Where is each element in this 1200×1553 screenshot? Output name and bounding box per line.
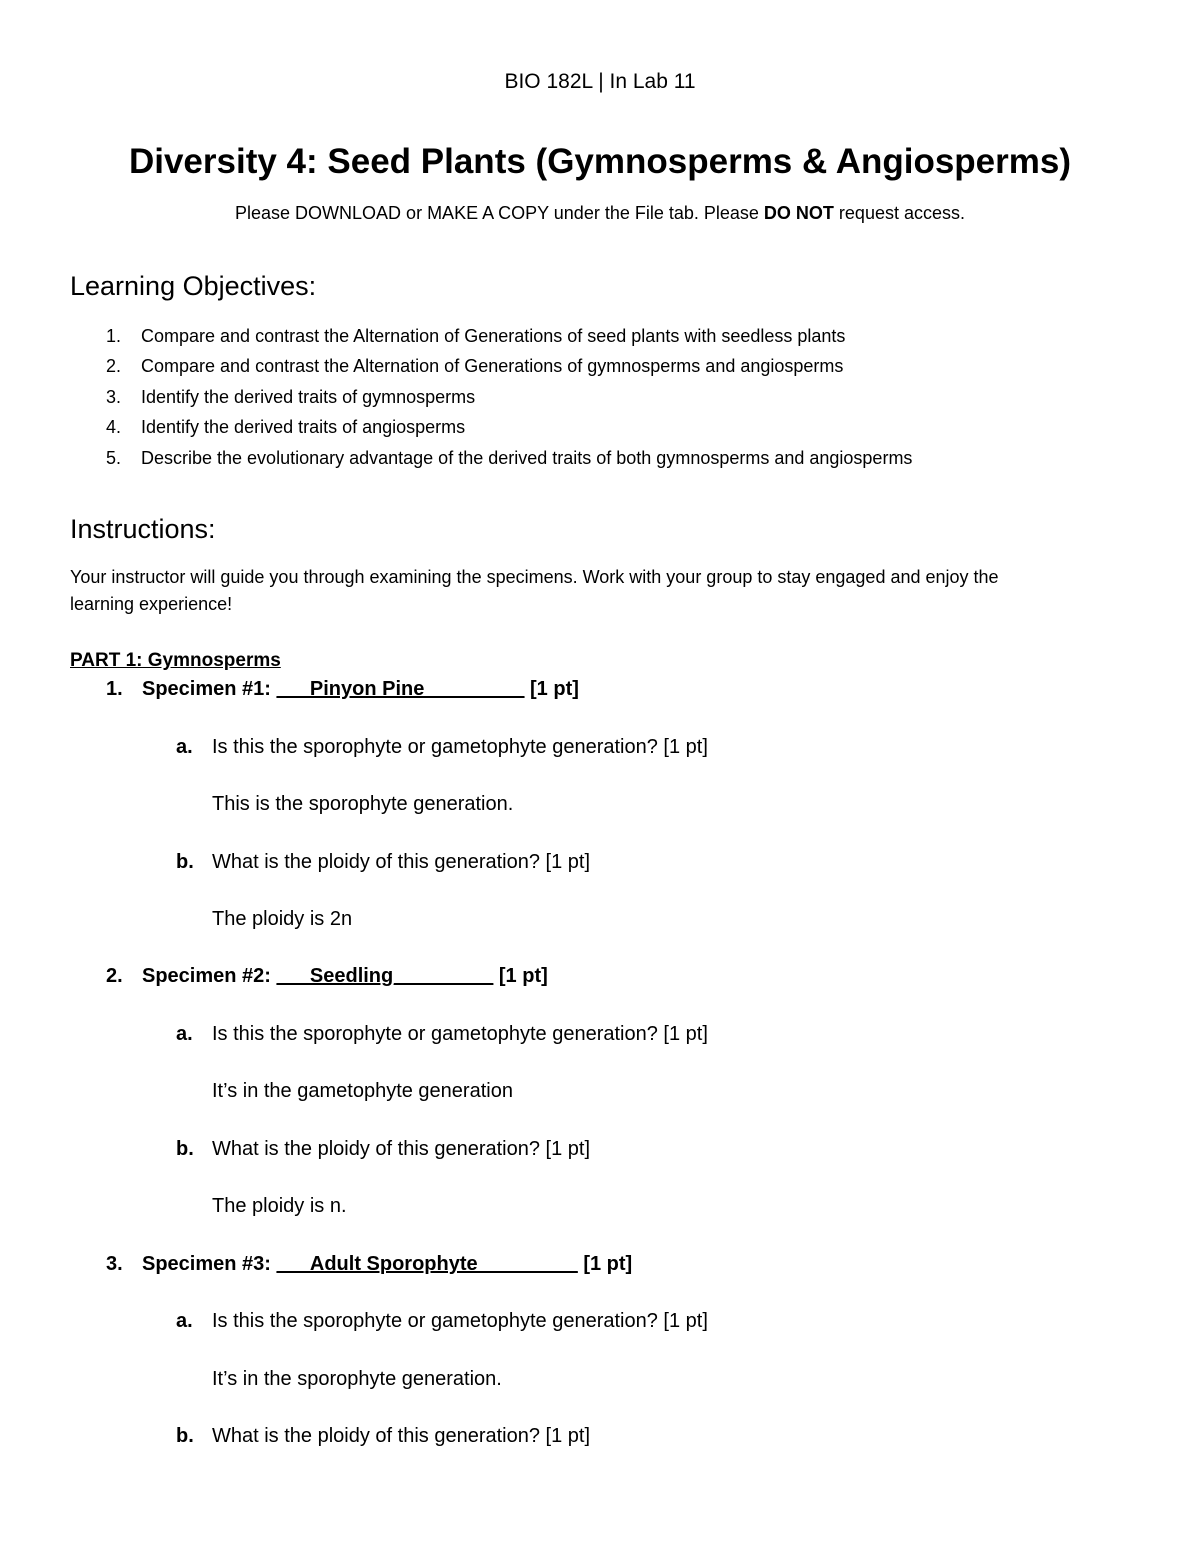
document-title: Diversity 4: Seed Plants (Gymnosperms & Angiosperms) [128,142,1072,181]
question-text: Is this the sporophyte or gametophyte generation? [1 pt] [212,736,708,758]
answer-b: The ploidy is n. [212,1195,347,1217]
objective-item [106,448,912,469]
specimen-points: [1 pt] [577,1253,633,1275]
specimen-2 [106,965,548,988]
objectives-heading: Learning Objectives: [70,271,317,301]
objective-text: Identify the derived traits of angiosperms [141,417,466,437]
objective-text: Compare and contrast the Alternation of Generations of seed plants with seedless plants [141,326,846,346]
specimen-answer: ___Adult Sporophyte_________ [276,1253,578,1275]
specimen-answer: ___Pinyon Pine_________ [276,678,525,700]
objective-item [106,326,845,347]
specimen-number: 2. [106,965,123,987]
question-a [176,1023,708,1046]
page-header: BIO 182L | In Lab 11 [504,70,696,93]
question-b [176,851,590,874]
question-text: What is the ploidy of this generation? [1 pt] [212,1138,590,1160]
specimen-answer: ___Seedling_________ [276,965,494,987]
objective-item [106,417,465,438]
part-1-heading: PART 1: Gymnosperms [70,650,281,671]
question-label: b. [176,1425,194,1447]
specimen-points: [1 pt] [493,965,548,987]
note-post: request access. [833,203,965,223]
download-note [0,203,1200,224]
question-text: Is this the sporophyte or gametophyte generation? [1 pt] [212,1023,708,1045]
answer-a: It’s in the gametophyte generation [212,1080,513,1102]
objective-number: 1. [106,326,122,346]
note-pre: Please DOWNLOAD or MAKE A COPY under the File tab. Please [235,203,764,223]
question-label: b. [176,1138,194,1160]
specimen-label: Specimen #3: [142,1253,277,1275]
answer-b: The ploidy is 2n [212,908,353,930]
question-label: a. [176,1023,193,1045]
objective-number: 3. [106,387,122,407]
objective-text: Compare and contrast the Alternation of Generations of gymnosperms and angiosperms [141,356,844,376]
objective-number: 5. [106,448,122,468]
question-b [176,1138,590,1161]
answer-a: It’s in the sporophyte generation. [212,1368,502,1390]
specimen-points: [1 pt] [524,678,579,700]
question-label: a. [176,1310,193,1332]
specimen-number: 1. [106,678,123,700]
objective-item [106,356,843,377]
specimen-label: Specimen #2: [142,965,277,987]
question-text: Is this the sporophyte or gametophyte generation? [1 pt] [212,1310,708,1332]
instructions-line-1: Your instructor will guide you through examining the specimens. Work with your group to stay engaged and enjoy the [70,567,999,587]
objective-text: Describe the evolutionary advantage of the derived traits of both gymnosperms and angiosperms [141,448,913,468]
question-label: a. [176,736,193,758]
specimen-3 [106,1253,632,1276]
question-text: What is the ploidy of this generation? [1 pt] [212,1425,590,1447]
objective-number: 4. [106,417,122,437]
answer-a: This is the sporophyte generation. [212,793,514,815]
question-label: b. [176,851,194,873]
specimen-label: Specimen #1: [142,678,277,700]
specimen-1 [106,678,579,701]
objective-text: Identify the derived traits of gymnosperms [141,387,476,407]
specimen-number: 3. [106,1253,123,1275]
note-bold: DO NOT [763,203,834,223]
question-a [176,736,708,759]
instructions-heading: Instructions: [70,514,216,544]
instructions-line-2: learning experience! [70,594,233,614]
question-text: What is the ploidy of this generation? [1 pt] [212,851,590,873]
objective-number: 2. [106,356,122,376]
objective-item [106,387,475,408]
question-a [176,1310,708,1333]
question-b [176,1425,590,1448]
